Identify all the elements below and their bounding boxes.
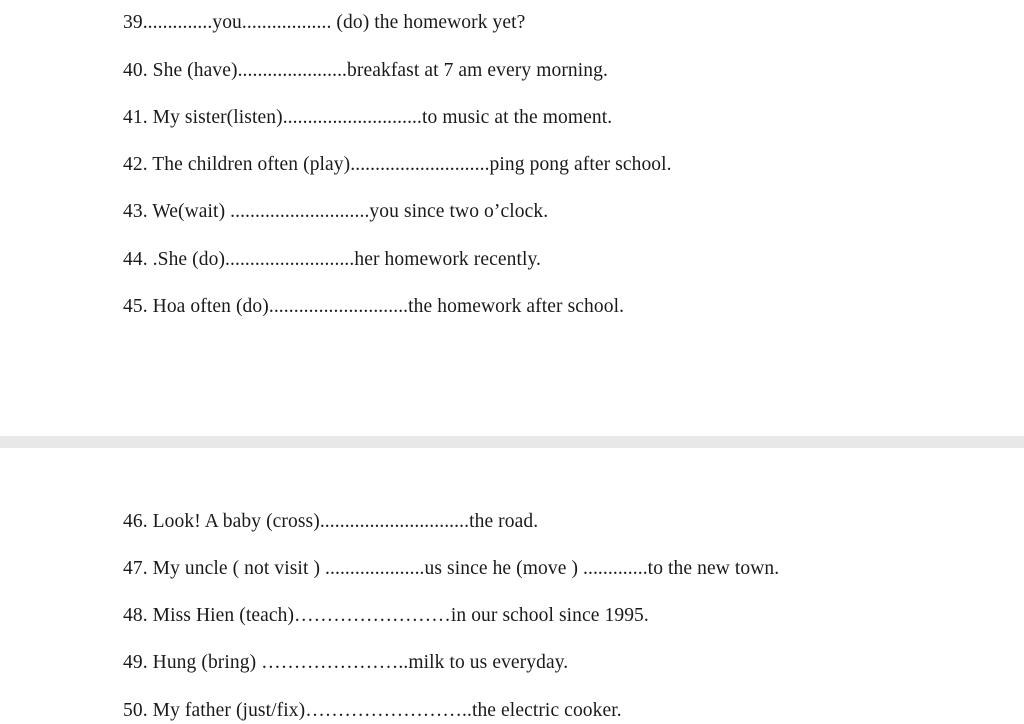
- exercise-50: 50. My father (just/fix)……………………..the electric cooker.: [123, 700, 622, 721]
- exercise-43: 43. We(wait) ............................you since two o’clock.: [123, 201, 549, 222]
- exercise-40: 40. She (have)......................breakfast at 7 am every morning.: [123, 60, 608, 81]
- exercise-42: 42. The children often (play)............................ping pong after school.: [123, 154, 672, 175]
- worksheet-page-bottom: [0, 448, 1024, 724]
- exercise-44: 44. .She (do)..........................her homework recently.: [123, 249, 542, 270]
- exercise-39: 39..............you.................. (do) the homework yet?: [123, 12, 526, 33]
- exercise-47: 47. My uncle ( not visit ) ....................us since he (move ) .............to the new town.: [123, 558, 780, 579]
- page-separator: [0, 436, 1024, 448]
- exercise-46: 46. Look! A baby (cross)..............................the road.: [123, 511, 539, 532]
- exercise-41: 41. My sister(listen)............................to music at the moment.: [123, 107, 613, 128]
- exercise-49: 49. Hung (bring) …………………..milk to us everyday.: [123, 652, 569, 673]
- exercise-45: 45. Hoa often (do)............................the homework after school.: [123, 296, 625, 317]
- exercise-48: 48. Miss Hien (teach)……………………in our school since 1995.: [123, 605, 649, 626]
